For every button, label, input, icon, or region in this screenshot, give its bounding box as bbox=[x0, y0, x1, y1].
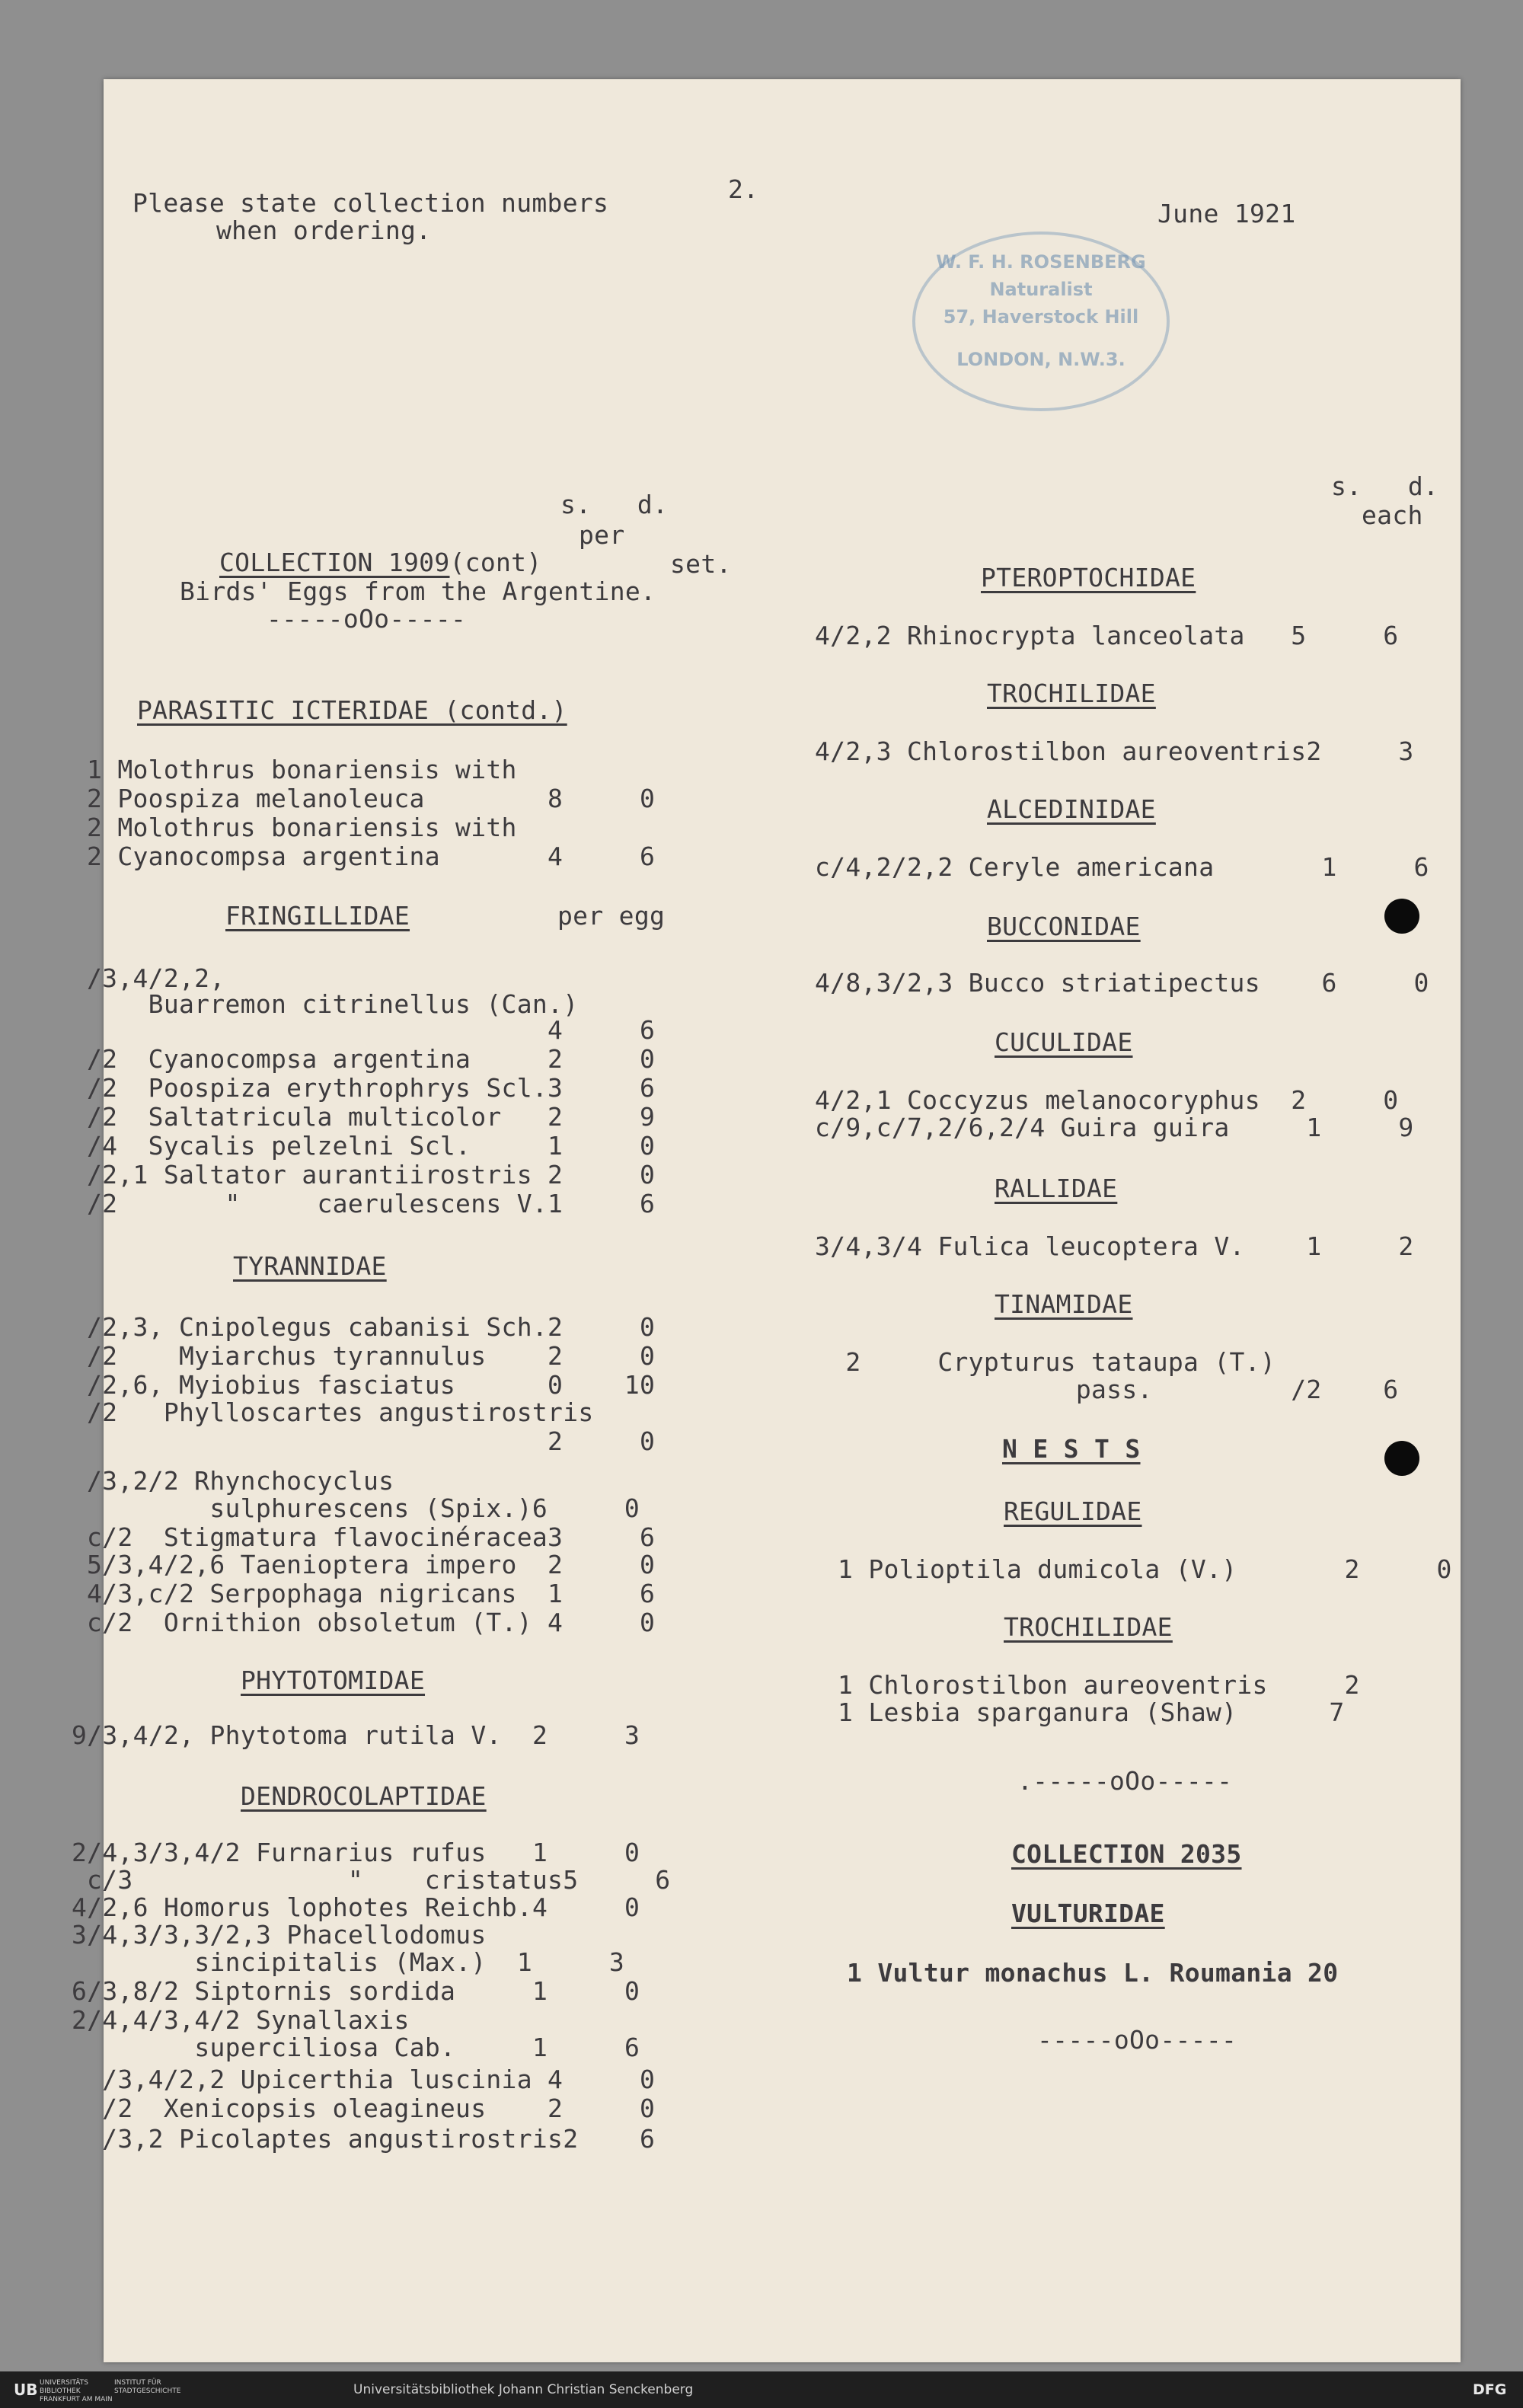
list-item: 4/8,3/2,3 Bucco striatipectus 6 0 bbox=[815, 968, 1429, 998]
list-item: 4/2,3 Chlorostilbon aureoventris2 3 bbox=[815, 736, 1414, 766]
list-item: 4/2,2 Rhinocrypta lanceolata 5 6 bbox=[815, 621, 1399, 650]
section-pteroptochidae: PTEROPTOCHIDAE bbox=[981, 563, 1196, 592]
document-date: June 1921 bbox=[1157, 199, 1296, 228]
list-item: 1 Lesbia sparganura (Shaw) 7 bbox=[838, 1697, 1345, 1727]
list-item: 2 Crypturus tataupa (T.) bbox=[815, 1347, 1276, 1377]
collection-2035-title: COLLECTION 2035 bbox=[1011, 1839, 1242, 1869]
list-item: 1 Vultur monachus L. Roumania 20 bbox=[847, 1958, 1339, 1988]
collection-1909-label: COLLECTION 1909 bbox=[219, 548, 450, 577]
list-item: 1 Chlorostilbon aureoventris 2 bbox=[838, 1670, 1360, 1700]
list-item: 5/3,4/2,6 Taenioptera impero 2 0 bbox=[87, 1550, 656, 1579]
list-item: c/3 " cristatus5 6 bbox=[87, 1865, 671, 1895]
list-item: /2,6, Myiobius fasciatus 0 10 bbox=[87, 1370, 656, 1400]
list-item: /3,4/2,2 Upicerthia luscinia 4 0 bbox=[87, 2065, 656, 2094]
list-item: 2 Cyanocompsa argentina 4 6 bbox=[87, 842, 656, 871]
section-trochilidae-nests: TROCHILIDAE bbox=[1004, 1612, 1173, 1642]
order-note-line-1: Please state collection numbers bbox=[133, 188, 609, 218]
collection-1909-title bbox=[219, 548, 542, 577]
list-item: sincipitalis (Max.) 1 3 bbox=[72, 1947, 625, 1977]
list-item: Buarremon citrinellus (Can.) bbox=[87, 989, 579, 1019]
list-item: c/2 Stigmatura flavocinéracea3 6 bbox=[87, 1522, 656, 1552]
list-item: 2/4,3/3,4/2 Furnarius rufus 1 0 bbox=[72, 1838, 640, 1867]
list-item: 2 Poospiza melanoleuca 8 0 bbox=[87, 784, 656, 813]
punch-hole bbox=[1384, 899, 1419, 934]
section-tinamidae: TINAMIDAE bbox=[995, 1289, 1133, 1319]
list-item: 3/4,3/4 Fulica leucoptera V. 1 2 bbox=[815, 1231, 1414, 1261]
separator: .-----oOo----- bbox=[1017, 1766, 1233, 1796]
list-item: /2 Myiarchus tyrannulus 2 0 bbox=[87, 1341, 656, 1371]
list-item: /3,4/2,2, bbox=[87, 963, 225, 993]
punch-hole bbox=[1384, 1441, 1419, 1476]
stamp-line-2: Naturalist bbox=[989, 279, 1093, 300]
list-item: /2 Saltatricula multicolor 2 9 bbox=[87, 1102, 656, 1132]
separator: -----oOo----- bbox=[1037, 2025, 1237, 2055]
order-note-line-2: when ordering. bbox=[216, 216, 432, 245]
list-item: /3,2 Picolaptes angustirostris2 6 bbox=[87, 2124, 656, 2154]
list-item: /2,1 Saltator aurantiirostris 2 0 bbox=[87, 1160, 656, 1190]
section-bucconidae: BUCCONIDAE bbox=[987, 912, 1141, 941]
collection-subtitle: Birds' Eggs from the Argentine. bbox=[180, 576, 656, 606]
list-item: 4/3,c/2 Serpophaga nigricans 1 6 bbox=[87, 1579, 656, 1608]
ub-logo: UB bbox=[14, 2381, 38, 2399]
collection-1909-cont: (cont) bbox=[449, 548, 542, 577]
list-item: /2 Phylloscartes angustirostris bbox=[87, 1397, 594, 1427]
section-phytotomidae: PHYTOTOMIDAE bbox=[241, 1665, 426, 1695]
list-item: sulphurescens (Spix.)6 0 bbox=[87, 1493, 640, 1523]
list-item: 4/2,1 Coccyzus melanocoryphus 2 0 bbox=[815, 1085, 1399, 1115]
left-price-head-per: per bbox=[579, 520, 625, 550]
list-item: 1 Molothrus bonariensis with bbox=[87, 755, 517, 784]
list-item: /2 " caerulescens V.1 6 bbox=[87, 1189, 656, 1218]
section-fringillidae: FRINGILLIDAE bbox=[225, 901, 410, 931]
list-item: /4 Sycalis pelzelni Scl. 1 0 bbox=[87, 1131, 656, 1161]
page-number: 2. bbox=[728, 174, 759, 204]
section-trochilidae: TROCHILIDAE bbox=[987, 679, 1156, 708]
section-tyrannidae: TYRANNIDAE bbox=[233, 1251, 387, 1281]
stamp-line-4: LONDON, N.W.3. bbox=[956, 349, 1125, 370]
list-item: /2 Poospiza erythrophrys Scl.3 6 bbox=[87, 1073, 656, 1103]
rosenberg-stamp bbox=[912, 232, 1170, 411]
list-item: 2 Molothrus bonariensis with bbox=[87, 813, 517, 842]
list-item: 4/2,6 Homorus lophotes Reichb.4 0 bbox=[72, 1892, 640, 1922]
list-item: 4 6 bbox=[87, 1015, 656, 1045]
right-price-head-sd: s. d. bbox=[1331, 471, 1439, 501]
right-price-head-each: each bbox=[1362, 500, 1423, 530]
separator: -----oOo----- bbox=[267, 604, 467, 634]
list-item: c/9,c/7,2/6,2/4 Guira guira 1 9 bbox=[815, 1113, 1414, 1142]
institute-logo-text: INSTITUT FÜR STADTGESCHICHTE bbox=[114, 2379, 181, 2395]
list-item: c/4,2/2,2 Ceryle americana 1 6 bbox=[815, 852, 1429, 882]
list-item: /2 Xenicopsis oleagineus 2 0 bbox=[87, 2093, 656, 2123]
ub-logo-text: UNIVERSITÄTS BIBLIOTHEK FRANKFURT AM MAIN bbox=[40, 2379, 113, 2403]
list-item: 9/3,4/2, Phytotoma rutila V. 2 3 bbox=[72, 1720, 640, 1750]
section-regulidae: REGULIDAE bbox=[1004, 1496, 1142, 1526]
stamp-line-1: W. F. H. ROSENBERG bbox=[936, 251, 1146, 273]
list-item: 2/4,4/3,4/2 Synallaxis bbox=[72, 2005, 410, 2035]
list-item: 6/3,8/2 Siptornis sordida 1 0 bbox=[72, 1976, 640, 2006]
document-page bbox=[72, 79, 1461, 2362]
left-price-head-sd: s. d. bbox=[560, 490, 669, 519]
nests-heading: N E S T S bbox=[1002, 1434, 1141, 1464]
section-parasitic-icteridae: PARASITIC ICTERIDAE (contd.) bbox=[137, 695, 567, 725]
list-item: superciliosa Cab. 1 6 bbox=[72, 2033, 640, 2062]
library-name: Universitätsbibliothek Johann Christian Senckenberg bbox=[353, 2382, 694, 2397]
stamp-line-3: 57, Haverstock Hill bbox=[943, 306, 1139, 327]
list-item: pass. /2 6 bbox=[815, 1375, 1399, 1404]
list-item: 3/4,3/3,3/2,3 Phacellodomus bbox=[72, 1920, 487, 1950]
list-item: 1 Polioptila dumicola (V.) 2 0 bbox=[838, 1554, 1452, 1584]
list-item: /2 Cyanocompsa argentina 2 0 bbox=[87, 1044, 656, 1074]
list-item: 2 0 bbox=[87, 1426, 656, 1456]
section-rallidae: RALLIDAE bbox=[995, 1174, 1118, 1203]
archive-footer bbox=[0, 2371, 1523, 2408]
dfg-logo: DFG bbox=[1473, 2381, 1507, 2398]
section-cuculidae: CUCULIDAE bbox=[995, 1027, 1133, 1057]
section-alcedinidae: ALCEDINIDAE bbox=[987, 794, 1156, 824]
list-item: /3,2/2 Rhynchocyclus bbox=[87, 1466, 394, 1496]
per-egg-label: per egg bbox=[557, 901, 666, 931]
section-vulturidae: VULTURIDAE bbox=[1011, 1899, 1165, 1928]
list-item: c/2 Ornithion obsoletum (T.) 4 0 bbox=[87, 1608, 656, 1637]
left-price-head-set: set. bbox=[670, 549, 732, 579]
section-dendrocolaptidae: DENDROCOLAPTIDAE bbox=[241, 1781, 487, 1811]
list-item: /2,3, Cnipolegus cabanisi Sch.2 0 bbox=[87, 1312, 656, 1342]
